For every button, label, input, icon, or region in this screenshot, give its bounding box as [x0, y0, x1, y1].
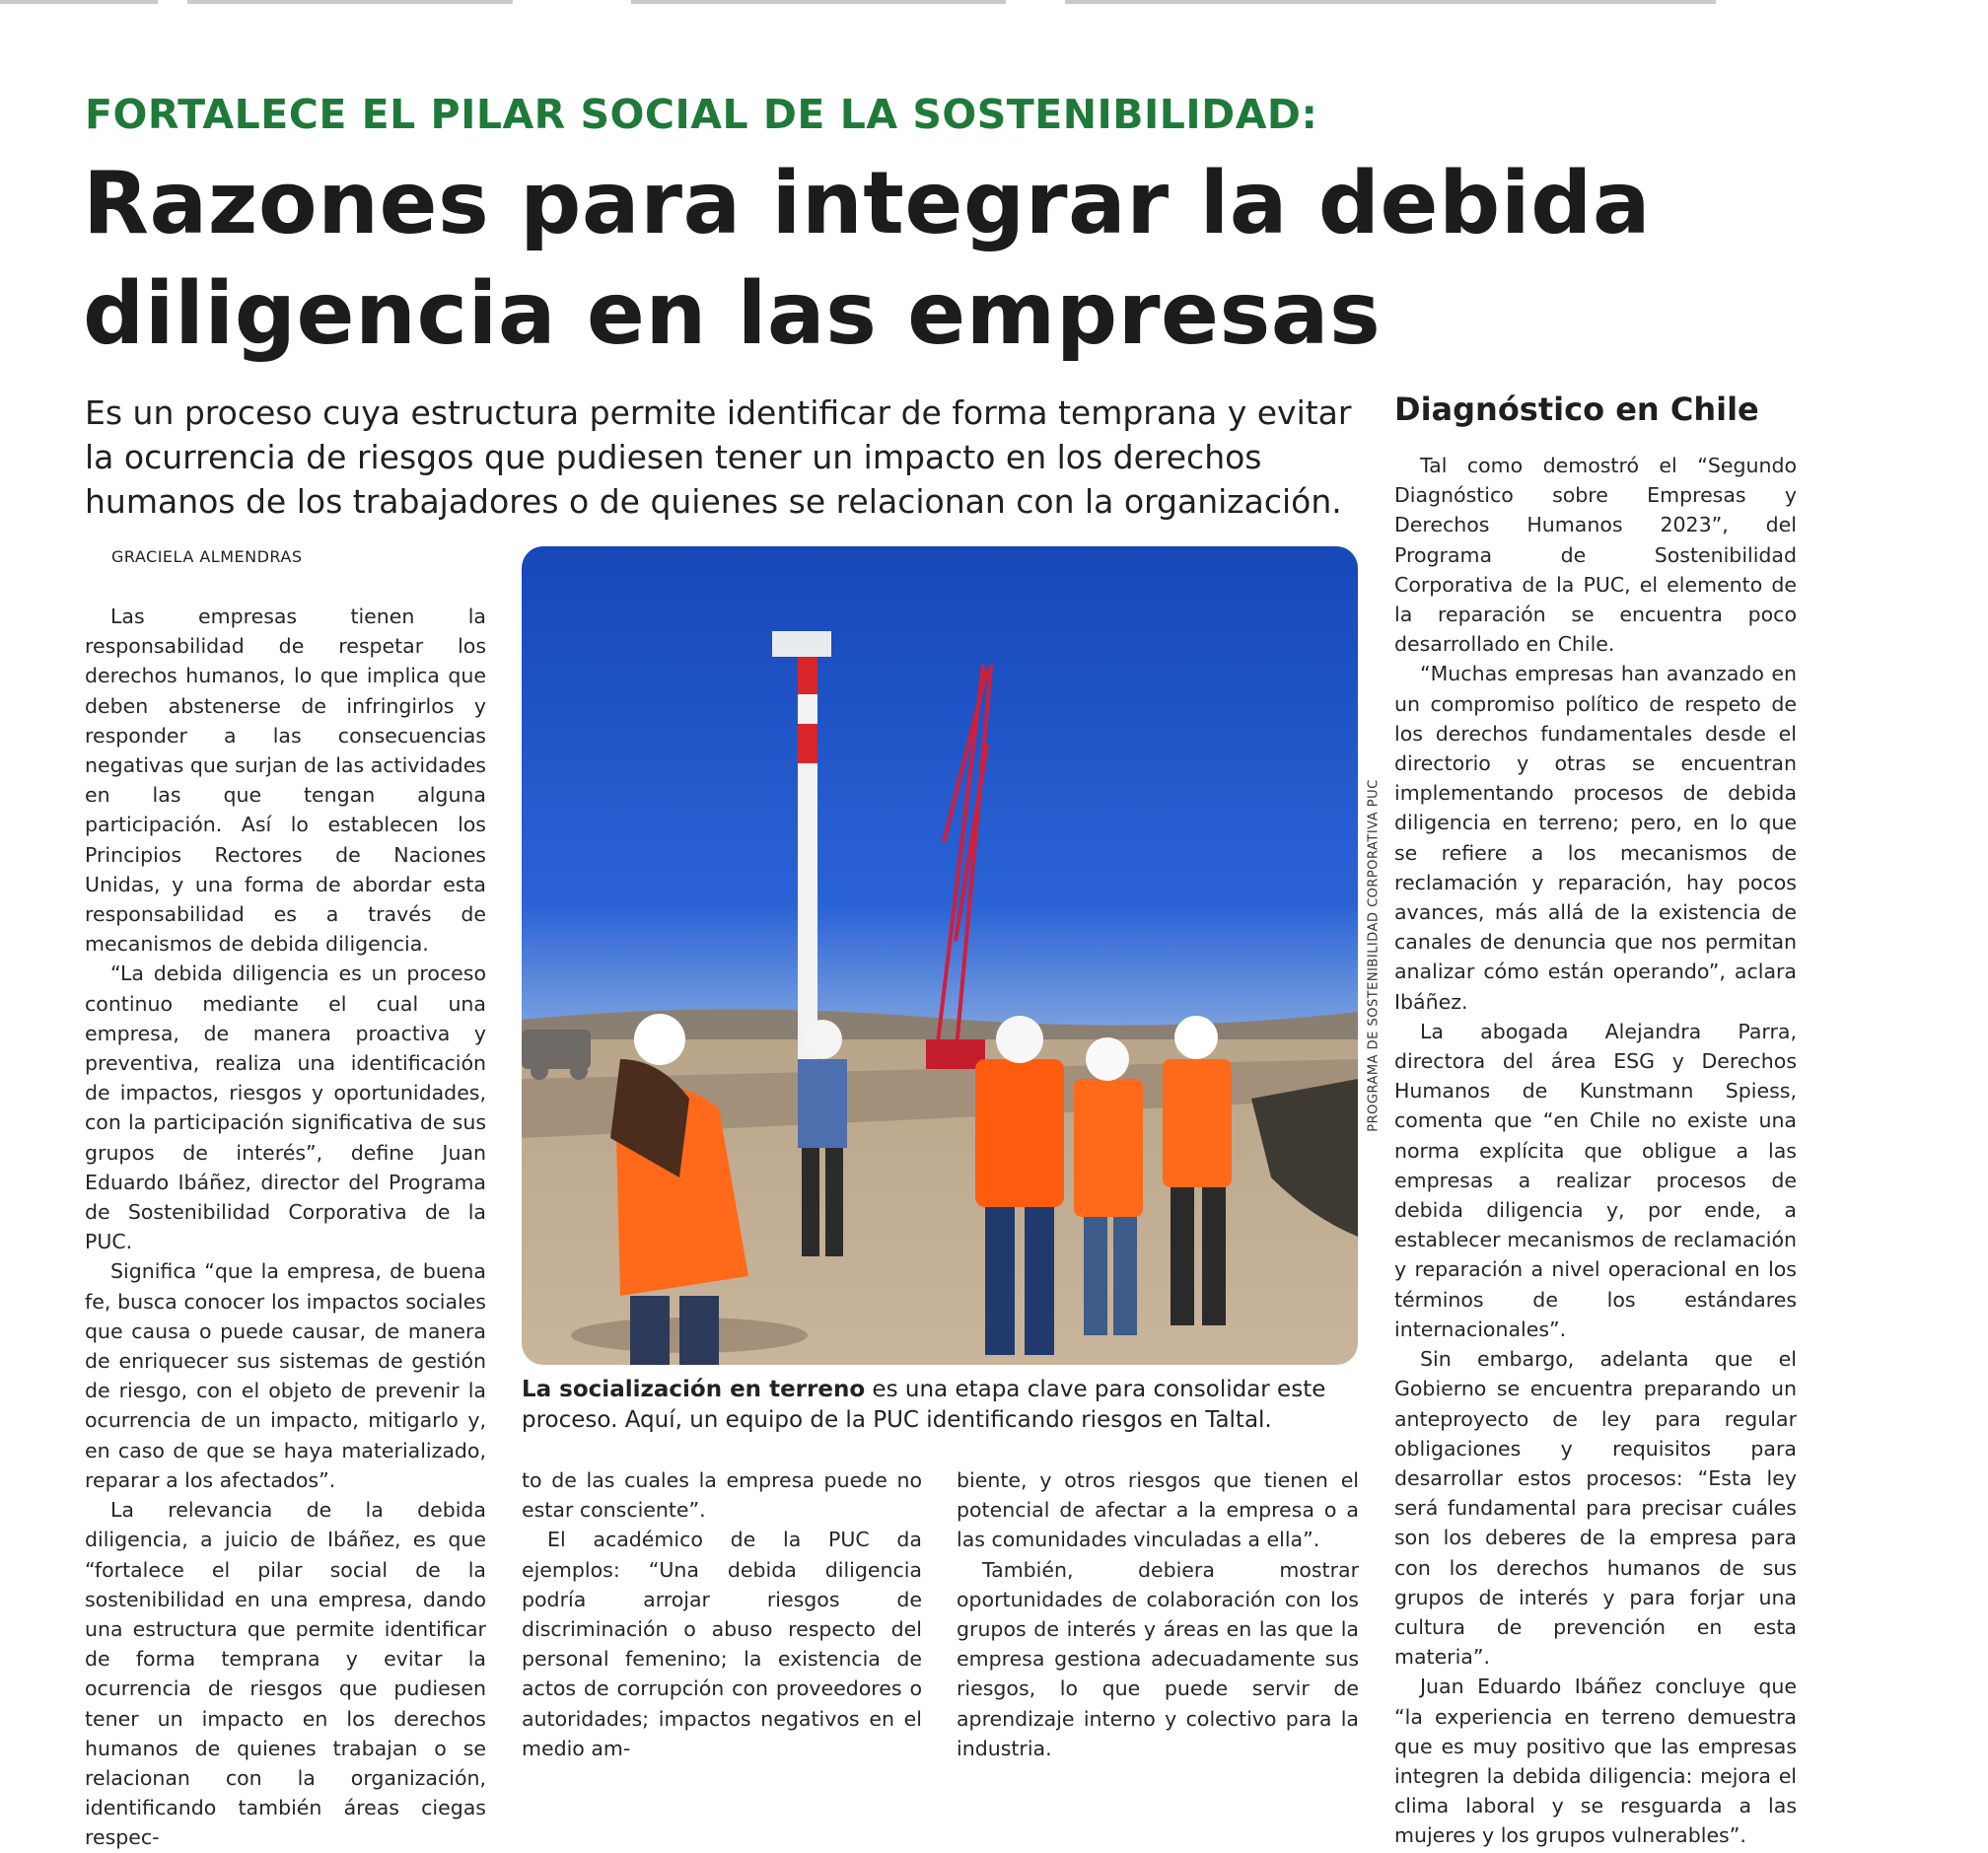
paragraph: La abogada Alejandra Parra, directora del área ESG y Derechos Humanos de Kunstmann Spiess, comenta que “en Chile no existe una norma explícita que obligue a las empresas a realizar procesos de debida diligencia y, por ende, a establecer mecanismos de reclamación y reparación a nivel operacional en los términos de los estándares internacionales”. — [1394, 1019, 1797, 1341]
paragraph: Significa “que la empresa, de buena fe, busca conocer los impactos sociales que causa o puede causar, de manera de enriquecer sus sistemas de gestión de riesgo, con el objeto de prevenir la ocurrencia de un impacto, mitigarlo y, en caso de que se haya materializado, reparar a los afectados”. — [85, 1259, 486, 1492]
previous-page-strip — [0, 0, 1988, 8]
paragraph: Tal como demostró el “Segundo Diagnóstico sobre Empresas y Derechos Humanos 2023”, del Programa de Sostenibilidad Corporativa de la PUC, el elemento de la reparación se encuentra poco desarrollado en Chile. — [1394, 454, 1797, 657]
paragraph: “La debida diligencia es un proceso continuo mediante el cual una empresa, de manera proactiva y preventiva, realiza una identificación de impactos, riesgos y oportunidades, con la participación significativa de sus grupos de interés”, define Juan Eduardo Ibáñez, director del Programa de Sostenibilidad Corporativa de la PUC. — [85, 962, 486, 1254]
caption-lead: La socialización en terreno — [522, 1377, 866, 1402]
body-column-1 — [85, 602, 486, 1853]
photo-caption — [522, 1375, 1360, 1436]
wind-turbine-site-illustration — [522, 546, 1358, 1365]
article-deck: Es un proceso cuya estructura permite identificar de forma temprana y evitar la ocurrencia de riesgos que pudiesen tener un impacto en los derechos humanos de los trabajadores o de quienes se relacionan con la organización. — [85, 393, 1352, 521]
paragraph: Juan Eduardo Ibáñez concluye que “la experiencia en terreno demuestra que es muy positivo que las empresas integren la debida diligencia: mejora el clima laboral y se resguarda a las mujeres y los grupos vulnerables”. — [1394, 1675, 1797, 1848]
paragraph: biente, y otros riesgos que tienen el potencial de afectar a la empresa o a las comunidades vinculadas a ella”. — [957, 1468, 1359, 1552]
byline: GRACIELA ALMENDRAS — [111, 547, 303, 566]
paragraph: También, debiera mostrar oportunidades de colaboración con los grupos de interés y áreas en las que la empresa gestiona adecuadamente sus riesgos, lo que puede servir de aprendizaje interno y colectivo para la industria. — [957, 1557, 1359, 1760]
article-photo — [522, 546, 1358, 1365]
caption-text: es una etapa clave para consolidar este proceso. Aquí, un equipo de la PUC identificando riesgos en Taltal. — [522, 1377, 1326, 1433]
body-column-3 — [957, 1465, 1359, 1763]
paragraph: “Muchas empresas han avanzado en un compromiso político de respeto de los derechos fundamentales desde el directorio y otras se encuentran implementando procesos de debida diligencia en terreno; pero, en lo que se refiere a los mecanismos de reclamación y reparación, hay pocos avances, más allá de la existencia de canales de denuncia que nos permitan analizar cómo están operando”, aclara Ibáñez. — [1394, 662, 1797, 1014]
paragraph: to de las cuales la empresa puede no estar consciente”. — [522, 1468, 922, 1523]
body-column-4 — [1394, 451, 1797, 1851]
paragraph: Las empresas tienen la responsabilidad de respetar los derechos humanos, lo que implica que deben abstenerse de infringirlos y responder a las consecuencias negativas que surjan de las actividades en las que tengan alguna participación. Así lo establecen los Principios Rectores de Naciones Unidas, y una forma de abordar esta responsabilidad es a través de mecanismos de debida diligencia. — [85, 605, 486, 957]
article-headline: Razones para integrar la debida diligencia en las empresas — [83, 153, 1652, 364]
body-column-2 — [522, 1465, 922, 1763]
paragraph: Sin embargo, adelanta que el Gobierno se encuentra preparando un anteproyecto de ley para regular obligaciones y requisitos para desarrollar estos procesos: “Esta ley será fundamental para precisar cuáles son los deberes de la empresa para con los derechos humanos de sus grupos de interés y para forjar una cultura de prevención en esta materia”. — [1394, 1347, 1797, 1670]
photo-credit-text: PROGRAMA DE SOSTENIBILIDAD CORPORATIVA PUC — [1366, 779, 1382, 1132]
sidebar-heading: Diagnóstico en Chile — [1394, 391, 1759, 428]
paragraph: La relevancia de la debida diligencia, a juicio de Ibáñez, es que “fortalece el pilar social de la sostenibilidad en una empresa, dando una estructura que permite identificar de forma temprana y evitar la ocurrencia de riesgos que pudiesen tener un impacto en los derechos humanos de quienes trabajan o se relacionan con la organización, identificando también áreas ciegas respec- — [85, 1498, 486, 1850]
article-kicker: FORTALECE EL PILAR SOCIAL DE LA SOSTENIBILIDAD: — [85, 91, 1318, 138]
photo-credit — [1363, 546, 1384, 1365]
paragraph: El académico de la PUC da ejemplos: “Una debida diligencia podría arrojar riesgos de discriminación o abuso respecto del personal femenino; la existencia de actos de corrupción con proveedores o autoridades; impactos negativos en el medio am- — [522, 1528, 922, 1760]
